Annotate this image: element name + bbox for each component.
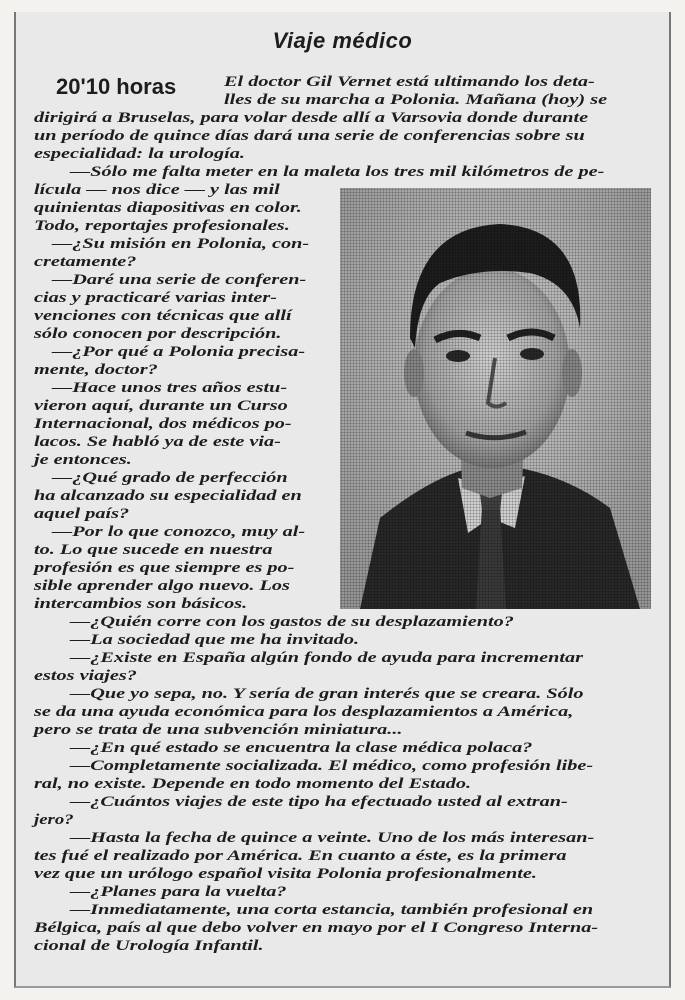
article-line: tes fué el realizado por América. En cuanto a éste, es la primera xyxy=(34,848,567,864)
article-line: Bélgica, país al que debo volver en mayo por el I Congreso Interna- xyxy=(34,920,599,936)
article-line: —Por lo que conozco, muy al- xyxy=(52,524,306,540)
article-line: un período de quince días dará una serie de conferencias sobre su xyxy=(34,128,585,144)
article-line: lles de su marcha a Polonia. Mañana (hoy) se xyxy=(224,92,608,108)
article-line: El doctor Gil Vernet está ultimando los deta- xyxy=(224,74,595,90)
headline: Viaje médico xyxy=(272,28,413,53)
time-label: 20'10 horas xyxy=(56,74,177,99)
article-line: ral, no existe. Depende en todo momento del Estado. xyxy=(34,776,472,792)
article-line: vez que un urólogo español visita Polonia profesionalmente. xyxy=(34,866,537,882)
article-line: —¿En qué estado se encuentra la clase médica polaca? xyxy=(70,740,533,756)
article-line: profesión es que siempre es po- xyxy=(34,560,295,576)
article-line: Internacional, dos médicos po- xyxy=(34,416,292,432)
article-line: —Hasta la fecha de quince a veinte. Uno de los más interesan- xyxy=(70,830,595,846)
article-line: sible aprender algo nuevo. Los xyxy=(34,578,290,594)
article-line: lícula — nos dice — y las mil xyxy=(34,182,280,198)
article-line: to. Lo que sucede en nuestra xyxy=(34,542,273,558)
article-line: vieron aquí, durante un Curso xyxy=(34,398,288,414)
article-line: cias y practicaré varias inter- xyxy=(34,290,277,306)
article-line: se da una ayuda económica para los desplazamientos a América, xyxy=(34,704,574,720)
article-line: venciones con técnicas que allí xyxy=(34,308,292,324)
article-line: —Que yo sepa, no. Y sería de gran interés que se creara. Sólo xyxy=(70,686,584,702)
article-line: aquel país? xyxy=(34,506,130,522)
article-line: lacos. Se habló ya de este via- xyxy=(34,434,281,450)
article-line: pero se trata de una subvención miniatura... xyxy=(34,722,403,738)
article-line: je entonces. xyxy=(34,452,132,468)
article-line: dirigirá a Bruselas, para volar desde allí a Varsovia donde durante xyxy=(34,110,589,126)
article-line: —Inmediatamente, una corta estancia, también profesional en xyxy=(70,902,594,918)
article-line: cretamente? xyxy=(34,254,137,270)
article-line: jero? xyxy=(34,812,74,828)
article-line: —La sociedad que me ha invitado. xyxy=(70,632,360,648)
article-line: estos viajes? xyxy=(34,668,137,684)
article-line: —¿Qué grado de perfección xyxy=(52,470,288,486)
article-line: especialidad: la urología. xyxy=(34,146,245,162)
article-line: ha alcanzado su especialidad en xyxy=(34,488,302,504)
article-line: —¿Existe en España algún fondo de ayuda para incrementar xyxy=(70,650,584,666)
article-line: quinientas diapositivas en color. xyxy=(34,200,302,216)
article-line: —Sólo me falta meter en la maleta los tres mil kilómetros de pe- xyxy=(70,164,605,180)
article-line: —¿Quién corre con los gastos de su desplazamiento? xyxy=(70,614,514,630)
article-line: —Daré una serie de conferen- xyxy=(52,272,307,288)
article-line: Todo, reportajes profesionales. xyxy=(34,218,290,234)
article-line: sólo conocen por descripción. xyxy=(34,326,282,342)
article-line: —¿Por qué a Polonia precisa- xyxy=(52,344,306,360)
article-line: —Hace unos tres años estu- xyxy=(52,380,288,396)
portrait-photo xyxy=(340,188,651,609)
article-line: intercambios son básicos. xyxy=(34,596,248,612)
article-line: —¿Planes para la vuelta? xyxy=(70,884,287,900)
article-line: —¿Cuántos viajes de este tipo ha efectuado usted al extran- xyxy=(70,794,568,810)
article-line: —Completamente socializada. El médico, como profesión libe- xyxy=(70,758,594,774)
article-line: mente, doctor? xyxy=(34,362,158,378)
article-line: —¿Su misión en Polonia, con- xyxy=(52,236,310,252)
article-line: cional de Urología Infantil. xyxy=(34,938,264,954)
